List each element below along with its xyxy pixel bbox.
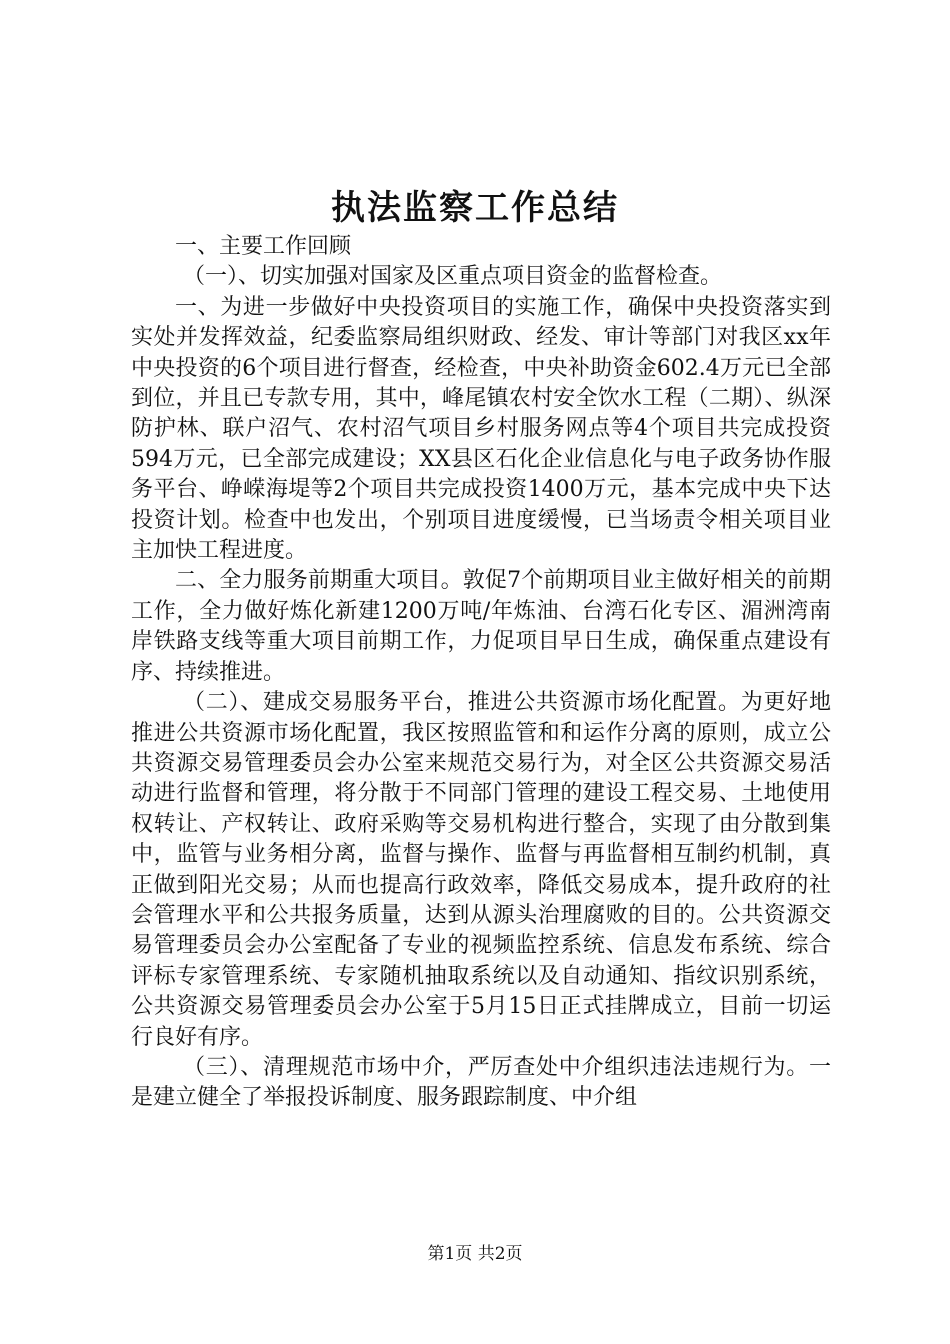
body-paragraph: （三）、清理规范市场中介，严厉查处中介组织违法违规行为。一是建立健全了举报投诉制度、服务跟踪制度、中介组	[131, 1054, 831, 1111]
subsection-heading: （一）、切实加强对国家及区重点项目资金的监督检查。	[183, 264, 723, 290]
page-footer: 第1页 共2页	[427, 1244, 523, 1264]
document-body	[131, 232, 831, 1114]
body-paragraph: 二、全力服务前期重大项目。敦促7个前期项目业主做好相关的前期工作，全力做好炼化新建1200万吨/年炼油、台湾石化专区、湄洲湾南岸铁路支线等重大项目前期工作，力促项目早日生成，确保重点建设有序、持续推进。	[131, 568, 831, 685]
body-paragraph: （二）、建成交易服务平台，推进公共资源市场化配置。为更好地推进公共资源市场化配置，我区按照监管和和运作分离的原则，成立公共资源交易管理委员会办公室来规范交易行为，对全区公共资源交易活动进行监督和管理，将分散于不同部门管理的建设工程交易、土地使用权转让、产权转让、政府采购等交易机构进行整合，实现了由分散到集中，监管与业务相分离，监督与操作、监督与再监督相互制约机制，真正做到阳光交易；从而也提高行政效率，降低交易成本，提升政府的社会管理水平和公共报务质量，达到从源头治理腐败的目的。公共资源交易管理委员会办公室配备了专业的视频监控系统、信息发布系统、综合评标专家管理系统、专家随机抽取系统以及自动通知、指纹识别系统，公共资源交易管理委员会办公室于5月15日正式挂牌成立，目前一切运行良好有序。	[131, 690, 831, 1050]
section-heading: 一、主要工作回顾	[175, 234, 352, 259]
page-title: 执法监察工作总结	[331, 188, 619, 228]
body-paragraph: 一、为进一步做好中央投资项目的实施工作，确保中央投资落实到实处并发挥效益，纪委监察局组织财政、经发、审计等部门对我区xx年中央投资的6个项目进行督查，经检查，中央补助资金602.4万元已全部到位，并且已专款专用，其中，峰尾镇农村安全饮水工程（二期）、纵深防护林、联户沼气、农村沼气项目乡村服务网点等4个项目共完成投资594万元，已全部完成建设；XX县区石化企业信息化与电子政务协作服务平台、峥嵘海堤等2个项目共完成投资1400万元，基本完成中央下达投资计划。检查中也发出，个别项目进度缓慢，已当场责令相关项目业主加快工程进度。	[131, 294, 831, 564]
